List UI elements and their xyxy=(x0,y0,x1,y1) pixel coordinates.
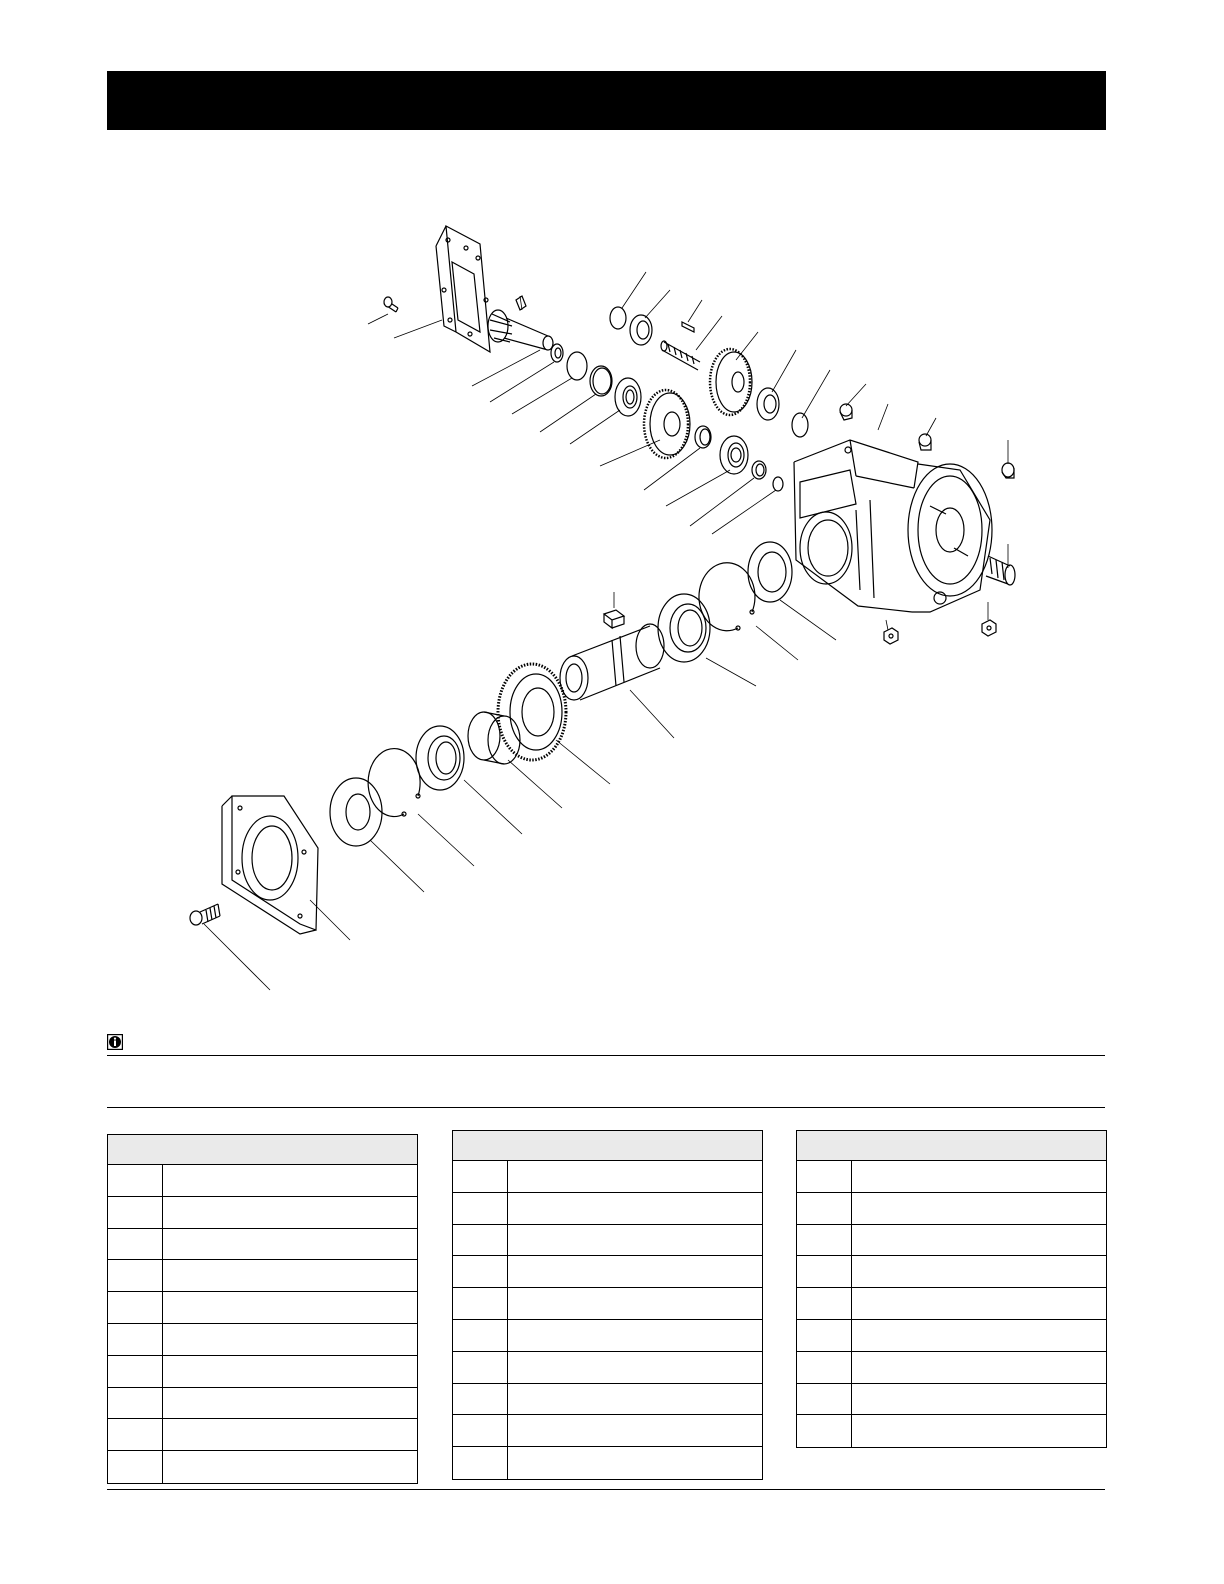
part-number xyxy=(797,1225,852,1256)
part-number xyxy=(453,1225,508,1256)
table-row xyxy=(108,1260,417,1292)
table-row xyxy=(108,1229,417,1261)
part-large-gear-1 xyxy=(644,390,690,458)
part-bearing-3 xyxy=(630,315,652,345)
part-number xyxy=(797,1352,852,1383)
part-snap-ring-2 xyxy=(610,307,626,329)
part-number xyxy=(797,1256,852,1287)
part-bushing-small xyxy=(551,344,563,362)
part-snap-ring-small xyxy=(773,477,783,491)
part-snap-ring-1 xyxy=(567,352,587,380)
table-row xyxy=(453,1161,762,1193)
table-row xyxy=(453,1415,762,1447)
table-row xyxy=(453,1320,762,1352)
divider-footer xyxy=(107,1489,1105,1490)
part-number xyxy=(108,1197,163,1228)
table-row xyxy=(797,1415,1106,1447)
part-gasket-plate xyxy=(436,226,490,352)
part-number xyxy=(108,1292,163,1323)
part-number xyxy=(797,1193,852,1224)
info-icon xyxy=(107,1034,123,1050)
table-row xyxy=(108,1324,417,1356)
part-number xyxy=(797,1384,852,1415)
table-row xyxy=(108,1197,417,1229)
table-row xyxy=(453,1447,762,1479)
divider-1 xyxy=(107,1055,1105,1056)
table-row xyxy=(108,1292,417,1324)
table-row xyxy=(797,1161,1106,1193)
parts-table-1 xyxy=(107,1134,418,1484)
part-number xyxy=(453,1447,508,1479)
part-snap-ring-large-2 xyxy=(368,749,420,817)
part-number xyxy=(453,1415,508,1446)
part-gearbox-housing xyxy=(794,440,992,612)
part-key xyxy=(682,322,694,332)
part-bearing-large-1 xyxy=(658,594,710,662)
part-nut-2 xyxy=(982,620,996,636)
table-row xyxy=(797,1384,1106,1416)
part-key-block xyxy=(604,610,624,628)
part-nut-1 xyxy=(884,628,898,644)
part-plug-1 xyxy=(840,404,852,420)
part-number xyxy=(108,1165,163,1196)
part-number xyxy=(453,1161,508,1192)
parts-table-2 xyxy=(452,1130,763,1480)
part-number xyxy=(797,1320,852,1351)
part-number xyxy=(453,1352,508,1383)
table-row xyxy=(797,1320,1106,1352)
part-input-shaft xyxy=(986,556,1015,585)
part-plug-3 xyxy=(1002,463,1014,478)
part-plug-2 xyxy=(919,434,931,450)
part-spacer-large xyxy=(468,712,520,764)
parts-table-header xyxy=(453,1131,762,1161)
part-splined-shaft xyxy=(661,341,700,370)
part-end-cover xyxy=(222,796,318,934)
part-shim-ring-1 xyxy=(590,366,612,396)
part-number xyxy=(108,1419,163,1450)
table-row xyxy=(797,1193,1106,1225)
part-bevel-ring-gear xyxy=(498,664,566,760)
part-bearing-4 xyxy=(757,388,779,420)
part-thrust-washer xyxy=(330,778,382,846)
divider-2 xyxy=(107,1107,1105,1108)
part-spacer-sleeve xyxy=(695,426,711,448)
part-large-gear-2 xyxy=(710,349,752,415)
table-row xyxy=(453,1193,762,1225)
part-number xyxy=(108,1451,163,1483)
part-number xyxy=(108,1229,163,1260)
part-hollow-shaft xyxy=(560,624,664,700)
table-row xyxy=(453,1384,762,1416)
parts-table-3 xyxy=(796,1130,1107,1448)
part-cap-screw xyxy=(190,904,220,925)
part-pinion-shaft xyxy=(488,296,553,350)
part-number xyxy=(108,1356,163,1387)
part-number xyxy=(453,1256,508,1287)
part-bearing-2 xyxy=(720,436,748,474)
table-row xyxy=(453,1288,762,1320)
part-number xyxy=(453,1384,508,1415)
part-number xyxy=(453,1320,508,1351)
part-number xyxy=(108,1388,163,1419)
part-number xyxy=(108,1324,163,1355)
part-number xyxy=(453,1193,508,1224)
table-row xyxy=(453,1256,762,1288)
table-row xyxy=(797,1352,1106,1384)
parts-table-header xyxy=(797,1131,1106,1161)
part-number xyxy=(108,1260,163,1291)
table-row xyxy=(797,1256,1106,1288)
table-row xyxy=(108,1356,417,1388)
part-bolt-small xyxy=(384,297,398,312)
table-row xyxy=(797,1288,1106,1320)
part-bearing-large-2 xyxy=(416,726,464,790)
table-row xyxy=(108,1451,417,1483)
parts-table-header xyxy=(108,1135,417,1165)
leader-lines xyxy=(204,272,1008,990)
table-row xyxy=(108,1165,417,1197)
table-row xyxy=(108,1419,417,1451)
table-row xyxy=(797,1225,1106,1257)
part-number xyxy=(797,1161,852,1192)
table-row xyxy=(453,1352,762,1384)
part-bushing-2 xyxy=(752,461,766,479)
part-snap-ring-3 xyxy=(792,413,808,437)
part-number xyxy=(797,1415,852,1447)
part-number xyxy=(797,1288,852,1319)
part-number xyxy=(453,1288,508,1319)
part-snap-ring-large xyxy=(699,563,755,631)
table-row xyxy=(108,1388,417,1420)
table-row xyxy=(453,1225,762,1257)
